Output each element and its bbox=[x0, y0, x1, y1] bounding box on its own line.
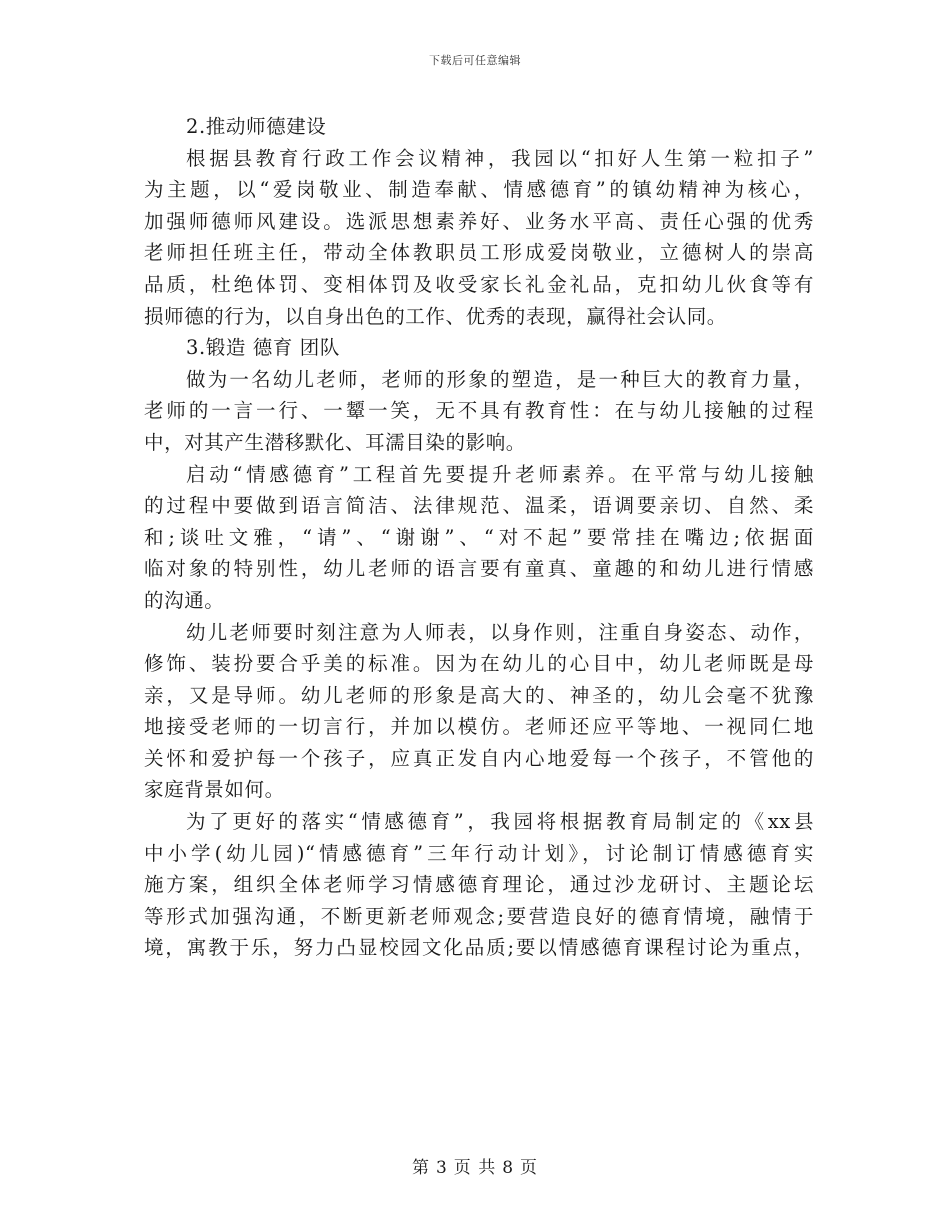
page-number-footer bbox=[0, 1153, 950, 1178]
paragraph-line: 品质，杜绝体罚、变相体罚及收受家长礼金礼品，克扣幼儿伙食等有 bbox=[144, 272, 814, 296]
paragraph-line: 和;谈吐文雅，“请”、“谢谢”、“对不起”要常挂在嘴边;依据面 bbox=[144, 525, 814, 549]
paragraph-line: 临对象的特别性，幼儿老师的语言要有童真、童趣的和幼儿进行情感 bbox=[144, 557, 814, 581]
paragraph-line: 的过程中要做到语言简洁、法律规范、温柔，语调要亲切、自然、柔 bbox=[144, 494, 814, 518]
section-heading-2: 2.推动师德建设 bbox=[186, 115, 327, 138]
section-heading-3: 3.锻造 德育 团队 bbox=[186, 336, 341, 360]
document-body bbox=[144, 111, 814, 964]
paragraph-line: 加强师德师风建设。选派思想素养好、业务水平高、责任心强的优秀 bbox=[144, 209, 814, 233]
paragraph-line: 幼儿老师要时刻注意为人师表，以身作则，注重自身姿态、动作， bbox=[186, 620, 814, 644]
paragraph-line: 老师的一言一行、一颦一笑，无不具有教育性：在与幼儿接触的过程 bbox=[144, 399, 814, 423]
paragraph-line: 根据县教育行政工作会议精神，我园以“扣好人生第一粒扣子” bbox=[186, 146, 814, 170]
paragraph-line: 关怀和爱护每一个孩子，应真正发自内心地爱每一个孩子，不管他的 bbox=[144, 746, 814, 770]
paragraph-line: 境，寓教于乐，努力凸显校园文化品质;要以情感德育课程讨论为重点， bbox=[144, 936, 814, 960]
paragraph-line: 老师担任班主任，带动全体教职员工形成爱岗敬业，立德树人的崇高 bbox=[144, 241, 814, 265]
paragraph-line: 启动“情感德育”工程首先要提升老师素养。在平常与幼儿接触 bbox=[186, 462, 814, 486]
paragraph-line: 地接受老师的一切言行，并加以模仿。老师还应平等地、一视同仁地 bbox=[144, 715, 814, 739]
paragraph-line: 修饰、装扮要合乎美的标准。因为在幼儿的心目中，幼儿老师既是母 bbox=[144, 652, 814, 676]
paragraph-line: 施方案，组织全体老师学习情感德育理论，通过沙龙研讨、主题论坛 bbox=[144, 873, 814, 897]
paragraph-line: 为主题，以“爱岗敬业、制造奉献、情感德育”的镇幼精神为核心， bbox=[144, 178, 814, 202]
paragraph-line: 亲，又是导师。幼儿老师的形象是高大的、神圣的，幼儿会毫不犹豫 bbox=[144, 683, 814, 707]
page-header-note: 下载后可任意编辑 bbox=[429, 54, 521, 67]
paragraph-line: 为了更好的落实“情感德育”，我园将根据教育局制定的《xx县 bbox=[186, 810, 814, 834]
paragraph-line: 损师德的行为，以自身出色的工作、优秀的表现，赢得社会认同。 bbox=[144, 304, 727, 328]
footer-total-pages: 8 bbox=[502, 1158, 515, 1178]
footer-middle: 页 共 bbox=[453, 1158, 497, 1178]
paragraph-line: 中，对其产生潜移默化、耳濡目染的影响。 bbox=[144, 430, 526, 454]
paragraph-line: 中小学(幼儿园)“情感德育”三年行动计划》，讨论制订情感德育实 bbox=[144, 841, 814, 865]
footer-prefix: 第 bbox=[411, 1158, 430, 1178]
footer-suffix: 页 bbox=[520, 1158, 539, 1178]
paragraph-line: 做为一名幼儿老师，老师的形象的塑造，是一种巨大的教育力量， bbox=[186, 367, 814, 391]
paragraph-line: 家庭背景如何。 bbox=[144, 778, 285, 802]
paragraph-line: 等形式加强沟通，不断更新老师观念;要营造良好的德育情境，融情于 bbox=[144, 904, 814, 928]
footer-page-number: 3 bbox=[435, 1158, 448, 1178]
paragraph-line: 的沟通。 bbox=[144, 588, 225, 612]
